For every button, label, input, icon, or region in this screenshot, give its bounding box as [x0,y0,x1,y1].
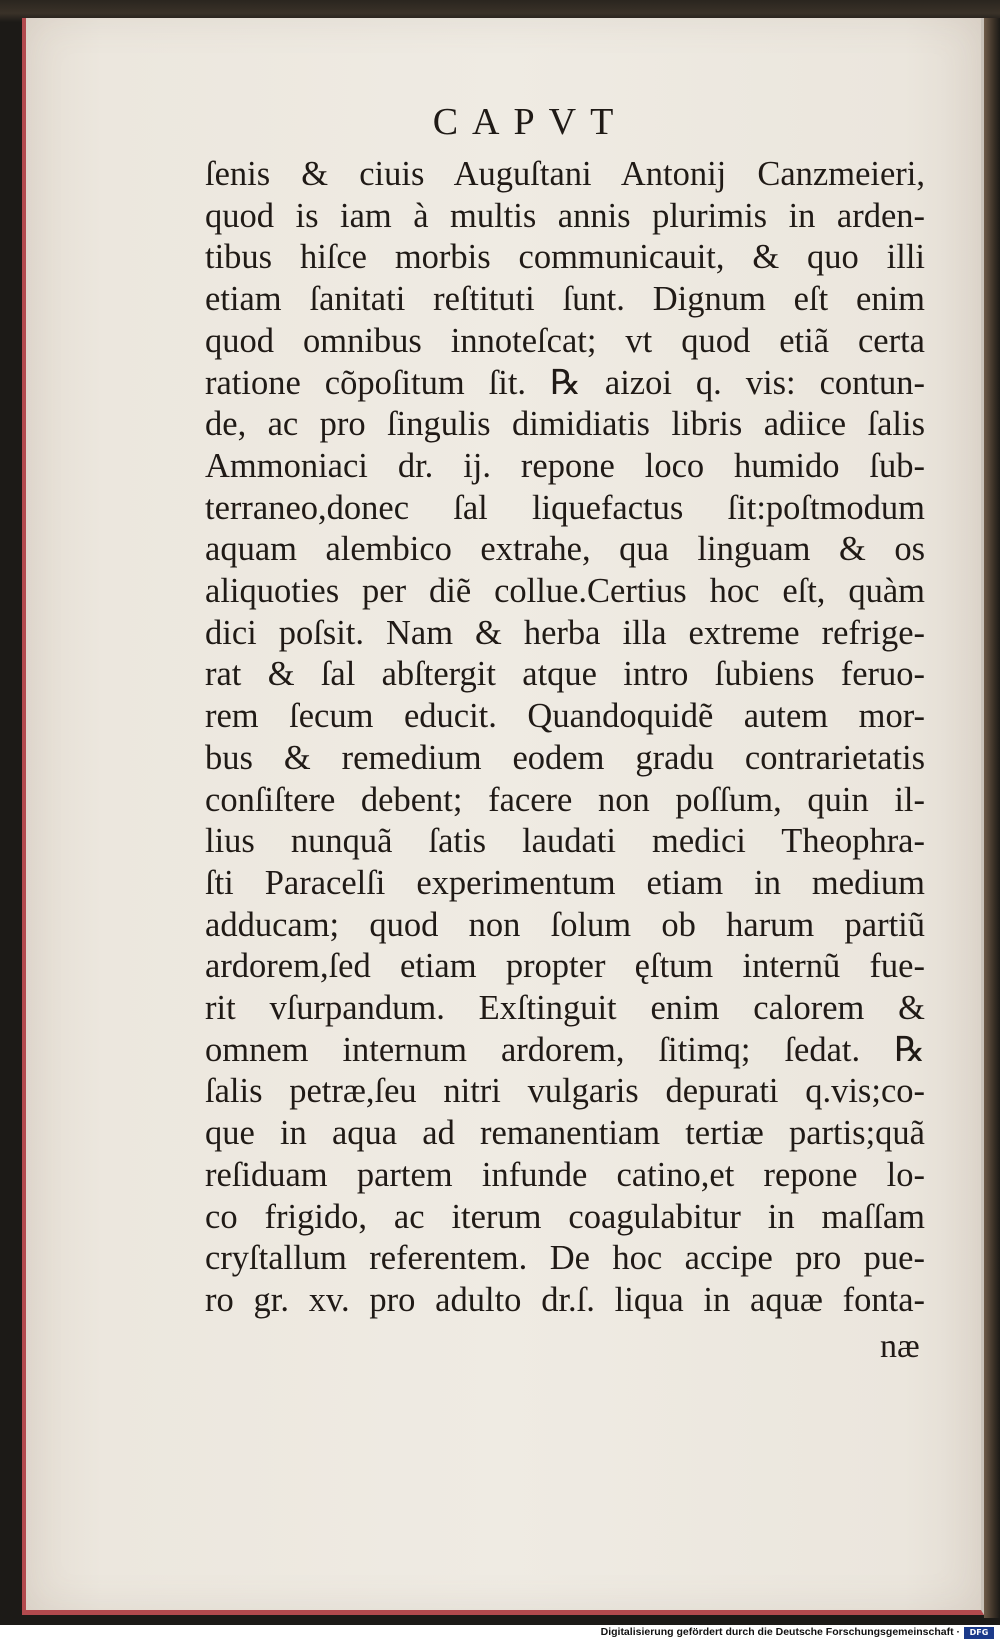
text-line: reſiduam partem infunde catino,et repone lo- [205,1155,925,1194]
text-line: rem ſecum educit. Quandoquidẽ autem mor- [205,697,925,736]
text-line: terraneo,donec ſal liquefactus ſit:poſtmodum [205,488,925,527]
running-head: CAPVT [432,101,628,143]
catchword: næ [880,1328,920,1365]
text-line: quod omnibus innoteſcat; vt quod etiã certa [205,321,925,360]
text-line: ſti Paracelſi experimentum etiam in medium [205,863,925,902]
body-text [205,154,925,1322]
footer-bar [0,1625,1000,1641]
text-line: ro gr. xv. pro adulto dr.ſ. liqua in aquæ fonta- [205,1280,925,1319]
text-line: cryſtallum referentem. De hoc accipe pro pue- [205,1239,925,1278]
text-line: dici poſsit. Nam & herba illa extreme refrige- [205,613,925,652]
text-line: omnem internum ardorem, ſitimq; ſedat. ℞ [205,1030,925,1069]
text-line: tibus hiſce morbis communicauit, & quo illi [205,238,925,277]
text-line: quod is iam à multis annis plurimis in arden- [205,196,925,235]
text-line: aliquoties per diẽ collue.Certius hoc eſt, quàm [205,572,925,611]
dfg-logo: DFG [964,1627,994,1639]
text-line: etiam ſanitati reſtituti ſunt. Dignum eſt enim [205,280,925,319]
text-line: Ammoniaci dr. ij. repone loco humido ſub- [205,446,925,485]
text-line: ſalis petræ,ſeu nitri vulgaris depurati q.vis;co- [205,1072,925,1111]
text-line: lius nunquã ſatis laudati medici Theophra- [205,822,925,861]
text-line: ſenis & ciuis Auguſtani Antonij Canzmeieri, [205,155,925,193]
book-fore-edge [984,18,1000,1618]
text-line: ratione cõpoſitum ſit. ℞ aizoi q. vis: contun- [205,363,925,402]
text-line: ardorem,ſed etiam propter ęſtum internũ fue- [205,947,925,986]
digitization-credit: Digitalisierung gefördert durch die Deutsche Forschungsgemeinschaft · [600,1626,960,1638]
text-line: que in aqua ad remanentiam tertiæ partis;quã [205,1114,925,1153]
text-line: conſiſtere debent; facere non poſſum, quin il- [205,780,925,819]
text-line: rat & ſal abſtergit atque intro ſubiens feruo- [205,655,925,694]
text-line: co frigido, ac iterum coagulabitur in maſſam [205,1197,925,1236]
text-line: aquam alembico extrahe, qua linguam & os [205,530,925,569]
text-line: adducam; quod non ſolum ob harum partiũ [205,905,925,944]
text-line: bus & remedium eodem gradu contrarietatis [205,738,925,777]
text-line: de, ac pro ſingulis dimidiatis libris adiice ſalis [205,405,925,444]
text-line: rit vſurpandum. Exſtinguit enim calorem & [205,989,925,1028]
